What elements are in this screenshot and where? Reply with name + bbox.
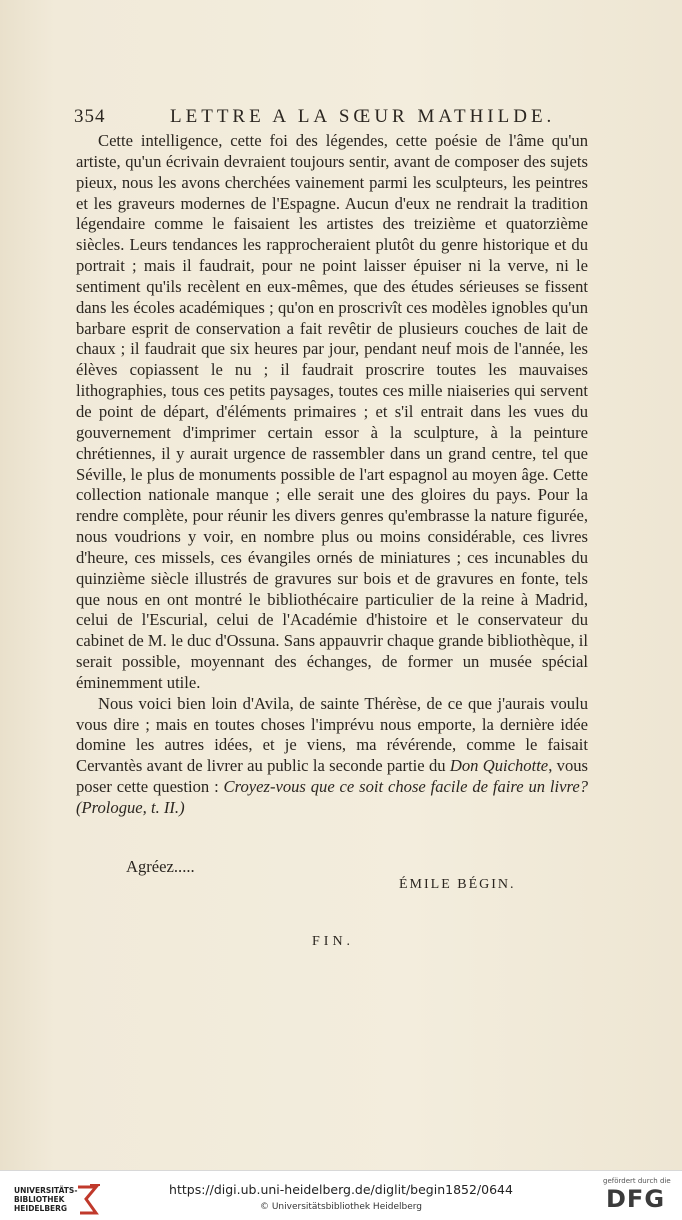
dfg-wordmark: DFG [606,1185,666,1213]
library-name-line-1: UNIVERSITÄTS- [14,1186,78,1195]
copyright-notice: © Universitätsbibliothek Heidelberg [259,1202,422,1212]
funder-note: gefördert durch die [603,1177,671,1185]
page-number: 354 [74,106,106,127]
paragraph-2-text: Nous voici bien loin d'Avila, de sainte Thérèse, de ce que j'aurais voulu vous dire ; mais en toutes choses l'imprévu nous emporte, la dernière idée domine les autres idées, et je viens, ma révérende, comme le faisait Cervantès avant de livrer au public la seconde partie du [76,693,588,776]
running-title: LETTRE A LA SŒUR MATHILDE. [170,106,556,127]
signature: ÉMILE BÉGIN. [399,877,516,892]
paragraph-1: Cette intelligence, cette foi des légendes, cette poésie de l'âme qu'un artiste, qu'un écrivain devraient toujours sentir, avant de composer des sujets pieux, nous les avons cherchées vainement parmi les sculpteurs, les peintres et les graveurs modernes de l'Espagne. Aucun d'eux ne rendrait la tradition légendaire comme le faisaient les artistes des treizième et quatorzième siècles. Leurs tendances les rapprocheraient plutôt du genre historique et du portrait ; mais il faudrait, pour ne point laisser épuiser ni la verve, ni le sentiment qu'ils recèlent en eux-mêmes, que des études sérieuses se fissent dans les écoles académiques ; qu'on en proscrivît ces modèles ignobles qu'un barbare esprit de conservation a fait revêtir de plusieurs couches de lait de chaux ; il faudrait que six heures par jour, pendant neuf mois de l'année, les élèves copiassent le nu ; il faudrait proscrire toutes les mauvaises lithographies, tous ces petits paysages, toutes ces mille niaiseries qui servent de point de départ, d'éléments primaires ; et s'il entrait dans les vues du gouvernement d'imprimer certain essor à la sculpture, à la peinture chrétiennes, il y aurait urgence de rassembler dans un grand centre, tel que Séville, le plus de monuments possible de l'art espagnol au moyen âge. Cette collection nationale manque ; elle serait une des gloires du pays. Pour la rendre complète, pour réunir les divers genres qu'embrasse la nature figurée, nous voudrions y voir, en nombre plus ou moins considérable, ces livres d'heure, ces missels, ces évangiles ornés de miniatures ; ces incunables du quinzième siècle illustrés de gravures sur bois et de gravures en fonte, tels que nous en ont montré le bibliothécaire particulier de la reine à Madrid, celui de l'Escurial, celui de l'Académie d'histoire et le conservateur du cabinet de M. le duc d'Ossuna. Sans appauvrir chaque grande bibliothèque, il serait possible, moyennant des échanges, de former un musée spécial éminemment utile. [76,131,588,692]
running-head [74,106,634,130]
library-name-line-2: BIBLIOTHEK [14,1195,65,1204]
library-name-line-3: HEIDELBERG [14,1204,68,1213]
paragraph-2-mid: , vous poser cette question : [76,756,588,797]
quoted-question: Croyez-vous que ce soit chose facile de faire un livre? (Prologue, t. II.) [76,777,588,817]
dfg-logo[interactable] [603,1177,675,1215]
end-mark: FIN. [312,934,355,949]
body-text [76,131,588,819]
book-title: Don Quichotte [449,756,549,776]
paragraph-2 [76,694,588,819]
viewer-footer [0,1170,682,1220]
signoff: Agréez..... [126,857,195,876]
permalink-url[interactable]: https://digi.ub.uni-heidelberg.de/diglit/begin1852/0644 [169,1182,513,1197]
